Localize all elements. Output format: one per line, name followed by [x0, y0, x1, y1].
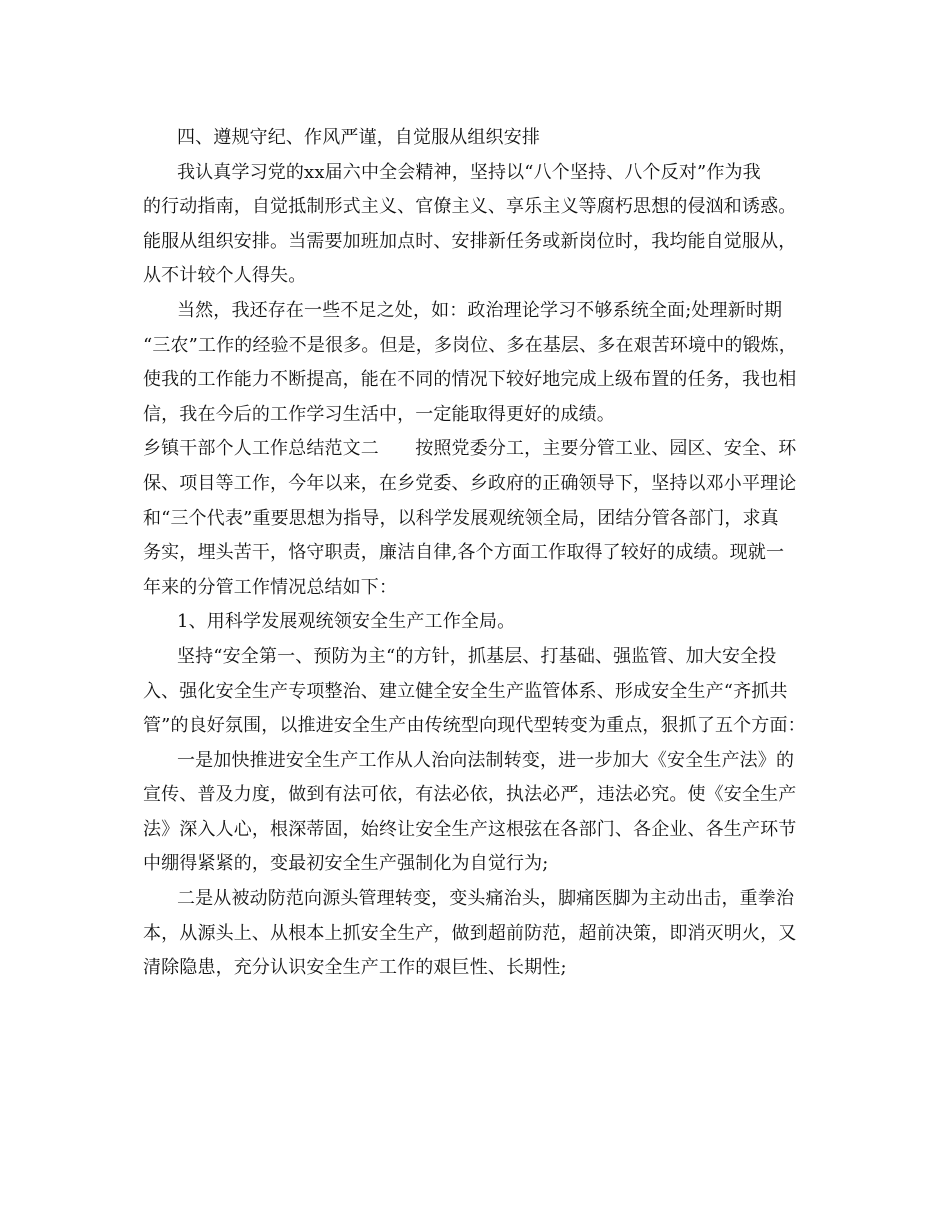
text-line: 使我的工作能力不断提高，能在不同的情况下较好地完成上级布置的任务，我也相 [143, 369, 797, 391]
text-line: “三农”工作的经验不是很多。但是，多岗位、多在基层、多在艰苦环境中的锻炼， [143, 334, 797, 356]
text-line: 1、用科学发展观统领安全生产工作全局。 [177, 611, 516, 633]
text-line: 年来的分管工作情况总结如下： [143, 576, 398, 598]
text-line: 和“三个代表”重要思想为指导，以科学发展观统领全局，团结分管各部门，求真 [143, 507, 779, 529]
text-line: 二是从被动防范向源头管理转变，变头痛治头，脚痛医脚为主动出击，重拳治 [177, 888, 795, 910]
text-line: 四、遵规守纪、作风严谨，自觉服从组织安排 [177, 127, 540, 148]
text-line: 管”的良好氛围，以推进安全生产由传统型向现代型转变为重点，狠抓了五个方面： [143, 715, 806, 737]
text-line: 法》深入人心，根深蒂固，始终让安全生产这根弦在各部门、各企业、各生产环节 [143, 818, 797, 840]
text-line: 一是加快推进安全生产工作从人治向法制转变，进一步加大《安全生产法》的 [177, 749, 795, 771]
text-line: 保、项目等工作，今年以来，在乡党委、乡政府的正确领导下，坚持以邓小平理论 [143, 472, 797, 494]
text-line: 我认真学习党的xx届六中全会精神，坚持以“八个坚持、八个反对”作为我 [177, 161, 761, 183]
text-line: 坚持“安全第一、预防为主“的方针，抓基层、打基础、强监管、加大安全投 [177, 645, 777, 667]
text-line: 务实，埋头苦干，恪守职责，廉洁自律,各个方面工作取得了较好的成绩。现就一 [143, 542, 785, 564]
text-line: 清除隐患，充分认识安全生产工作的艰巨性、长期性; [143, 957, 567, 979]
text-line: 乡镇干部个人工作总结范文二 按照党委分工，主要分管工业、园区、安全、环 [143, 438, 797, 460]
text-line: 入、强化安全生产专项整治、建立健全安全生产监管体系、形成安全生产“齐抓共 [143, 680, 788, 702]
text-line: 当然，我还存在一些不足之处，如：政治理论学习不够系统全面;处理新时期 [177, 299, 783, 321]
text-line: 中绷得紧紧的，变最初安全生产强制化为自觉行为; [143, 853, 549, 875]
text-line: 能服从组织安排。当需要加班加点时、安排新任务或新岗位时，我均能自觉服从， [143, 230, 797, 252]
text-line: 本，从源头上、从根本上抓安全生产，做到超前防范，超前决策，即消灭明火，又 [143, 922, 797, 944]
document-body [143, 121, 823, 986]
text-line: 的行动指南，自觉抵制形式主义、官僚主义、享乐主义等腐朽思想的侵汹和诱惑。 [143, 196, 797, 218]
text-line: 信，我在今后的工作学习生活中，一定能取得更好的成绩。 [143, 403, 615, 425]
text-line: 宣传、普及力度，做到有法可依，有法必依，执法必严，违法必究。使《安全生产 [143, 784, 797, 806]
text-line: 从不计较个人得失。 [143, 265, 307, 287]
